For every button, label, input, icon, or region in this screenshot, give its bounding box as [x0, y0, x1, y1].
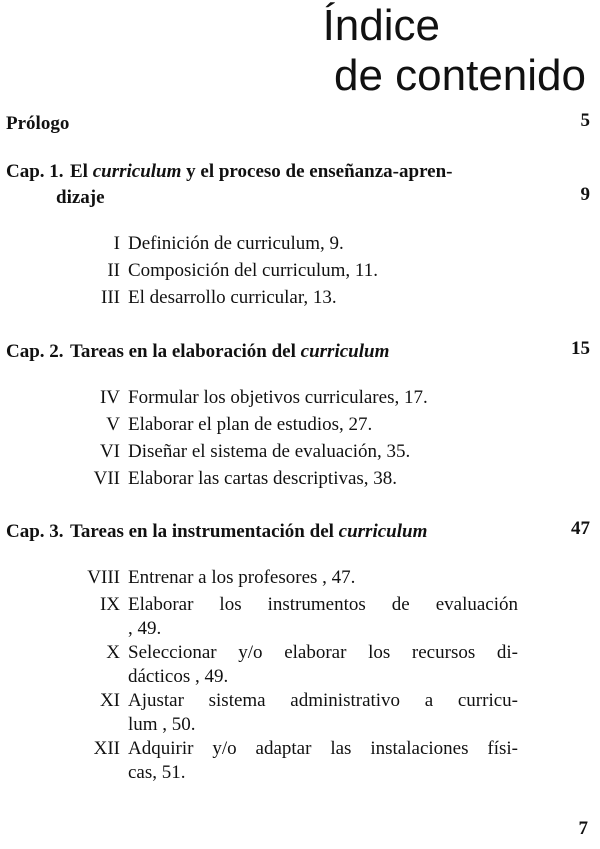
chapter-1-page: 9	[580, 184, 590, 205]
prologue-label: Prólogo	[6, 113, 70, 134]
chapter-1-text-before: El	[70, 161, 93, 182]
chapter-1-italic: curriculum	[92, 161, 182, 182]
chapter-2-label: Cap. 2.	[6, 341, 64, 362]
entry-roman: X	[106, 642, 120, 663]
chapter-1-heading	[6, 158, 590, 185]
entry-text: Definición de curriculum, 9.	[128, 233, 344, 254]
prologue-row	[6, 110, 590, 137]
title-line-2: de contenido	[334, 51, 586, 100]
toc-entry	[72, 467, 518, 491]
page-number: 7	[578, 818, 588, 839]
entry-text-line-2: , 49.	[128, 618, 162, 639]
toc-entry	[72, 232, 518, 256]
toc-entry	[72, 566, 518, 590]
entry-text-line-2: lum , 50.	[128, 714, 196, 735]
chapter-1-continuation: dizaje	[56, 187, 105, 208]
toc-entry	[72, 413, 518, 437]
toc-entry	[72, 641, 518, 689]
entry-text-line-1: Elaborar los instrumentos de evaluación	[128, 594, 518, 615]
entry-text: Composición del curriculum, 11.	[128, 260, 378, 281]
entry-text: Diseñar el sistema de evaluación, 35.	[128, 441, 411, 462]
entry-text-line-2: dácticos , 49.	[128, 666, 229, 687]
prologue-page: 5	[580, 110, 590, 131]
entry-text-block	[128, 641, 518, 689]
entry-text: Entrenar a los profesores , 47.	[128, 567, 356, 588]
chapter-2-text-before: Tareas en la elaboración del	[70, 341, 301, 362]
chapter-3-text-before: Tareas en la instrumentación del	[70, 521, 339, 542]
toc-entry	[72, 689, 518, 737]
entry-text-block	[128, 593, 518, 641]
chapter-2-page: 15	[571, 338, 590, 359]
toc-entry	[72, 286, 518, 310]
toc-entry	[72, 593, 518, 641]
entry-text-line-1: Adquirir y/o adaptar las instalaciones físi-	[128, 738, 518, 759]
entry-roman: III	[101, 287, 120, 308]
entry-roman: VI	[99, 441, 120, 462]
title-line-1: Índice	[322, 1, 440, 50]
entry-text-line-1: Ajustar sistema administrativo a curricu-	[128, 690, 518, 711]
chapter-3-heading	[6, 518, 590, 545]
entry-text: Elaborar las cartas descriptivas, 38.	[128, 468, 398, 489]
entry-roman: VII	[93, 468, 120, 489]
entry-roman: IV	[99, 387, 120, 408]
toc-entry	[72, 259, 518, 283]
chapter-3-italic: curriculum	[338, 521, 428, 542]
chapter-3-page: 47	[571, 518, 590, 539]
chapter-2-italic: curriculum	[300, 341, 390, 362]
toc-entry	[72, 386, 518, 410]
entry-text: El desarrollo curricular, 13.	[128, 287, 337, 308]
entry-roman: I	[113, 233, 120, 254]
chapter-1-label: Cap. 1.	[6, 161, 64, 182]
entry-text-line-1: Seleccionar y/o elaborar los recursos di-	[128, 642, 518, 663]
entry-text-line-2: cas, 51.	[128, 762, 186, 783]
entry-roman: V	[106, 414, 120, 435]
entry-text-block	[128, 689, 518, 737]
chapter-3-label: Cap. 3.	[6, 521, 64, 542]
entry-roman: II	[107, 260, 120, 281]
entry-text: Formular los objetivos curriculares, 17.	[128, 387, 428, 408]
entry-roman: VIII	[87, 567, 120, 588]
entry-roman: XI	[99, 690, 120, 711]
entry-roman: IX	[99, 594, 120, 615]
toc-entry	[72, 737, 518, 785]
entry-roman: XII	[93, 738, 120, 759]
entry-text: Elaborar el plan de estudios, 27.	[128, 414, 373, 435]
entry-text-block	[128, 737, 518, 785]
toc-entry	[72, 440, 518, 464]
chapter-1-text-after: y el proceso de enseñanza-apren-	[181, 161, 453, 182]
chapter-2-heading	[6, 338, 590, 365]
